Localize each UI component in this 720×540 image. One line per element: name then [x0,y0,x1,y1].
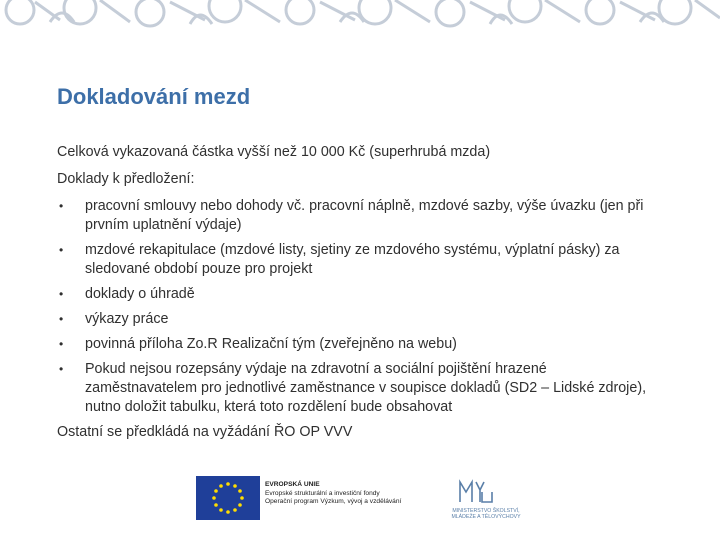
footer-logos [196,472,536,524]
list-item: • doklady o úhradě [59,286,195,302]
bullet-icon: • [59,312,64,326]
slide-body [57,143,657,450]
closing-line: Ostatní se předkládá na vyžádání ŘO OP VVV [57,424,353,440]
list-item: • výkazy práce [59,311,169,327]
eu-program-text: EVROPSKÁ UNIE Evropské strukturální a investiční fondy Operační program Výzkum, vývoj a vzdělávání [265,481,402,506]
list-item: • mzdové rekapitulace (mzdové listy, sjetiny ze mzdového systému, výplatní pásky) za sledované období pouze pro projekt [59,242,620,277]
bullet-icon: • [59,337,64,351]
documents-heading: Doklady k předložení: [57,171,195,187]
bullet-icon: • [59,362,64,376]
slide-title: Dokladování mezd [57,84,251,109]
msmt-text: MINISTERSTVO ŠKOLSTVÍ, MLÁDEŽE A TĚLOVÝCHOVY [451,508,521,520]
bullet-icon: • [59,199,64,213]
msmt-logo-icon [458,478,494,504]
documents-list [57,197,657,417]
list-item: • pracovní smlouvy nebo dohody vč. pracovní náplně, mzdové sazby, výše úvazku (jen při prvním uplatnění výdaje) [59,198,644,233]
list-item: • Pokud nejsou rozepsány výdaje na zdravotní a sociální pojištění hrazené zaměstnavatelem pro jednotlivé zaměstnance v soupisce dokladů (SD2 – Lidské zdroje), nutno doložit tabulku, která toto rozdělení bude obsahovat [59,361,647,415]
bullet-icon: • [59,287,64,301]
decorative-header-band [0,0,720,36]
list-item: • povinná příloha Zo.R Realizační tým (zveřejněno na webu) [59,336,457,352]
bullet-icon: • [59,243,64,257]
eu-flag-icon [196,476,260,520]
intro-line: Celková vykazovaná částka vyšší než 10 000 Kč (superhrubá mzda) [57,144,491,160]
